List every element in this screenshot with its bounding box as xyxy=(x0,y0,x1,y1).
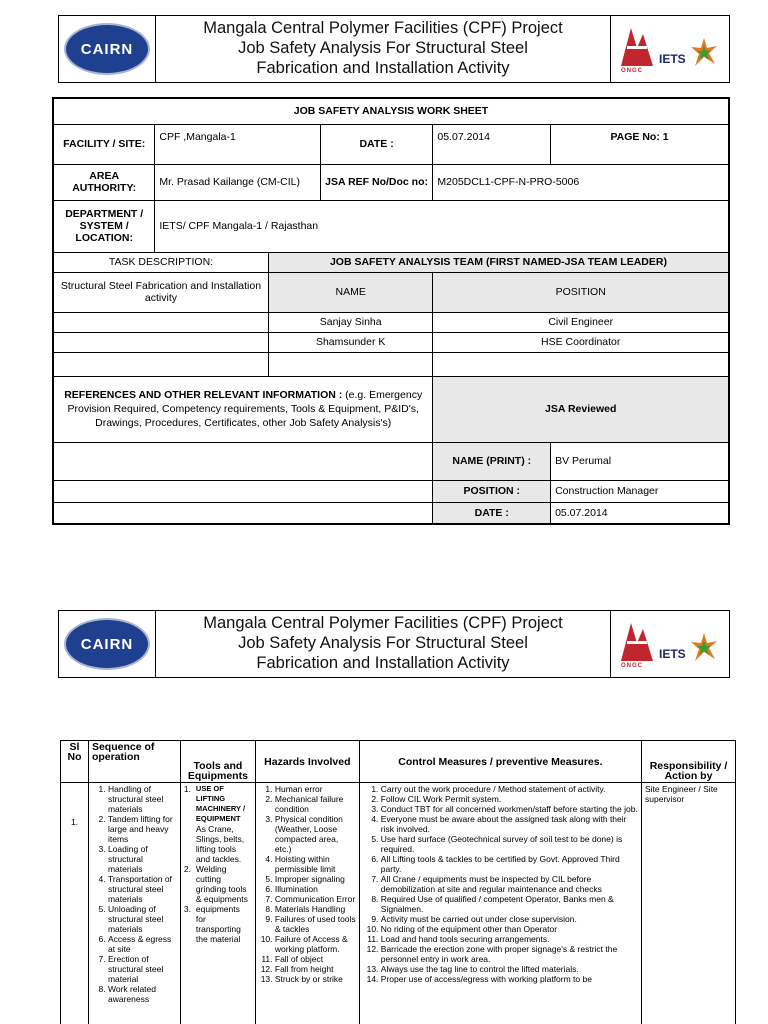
hazard-item: 9. Failures of used tools & tackles xyxy=(275,914,356,934)
iets-star-icon xyxy=(691,633,717,663)
sequence-item: 4. Transportation of structural steel materials xyxy=(108,874,177,904)
control-item: 2. Follow CIL Work Permit system. xyxy=(381,794,638,804)
control-item: 4. Everyone must be aware about the assigned task along with their risk involved. xyxy=(381,814,638,834)
cairn-logo-text: CAIRN xyxy=(80,40,134,58)
tools-item xyxy=(184,864,252,904)
tools-item-number: 1. xyxy=(183,784,191,794)
date-label: DATE : xyxy=(320,124,433,164)
hazard-item: 4. Hoisting within permissible limit xyxy=(275,854,356,874)
controls-cell xyxy=(359,783,641,1024)
hazard-item: 8. Materials Handling xyxy=(275,904,356,914)
team-name-header: NAME xyxy=(268,272,432,312)
task-description-value: Structural Steel Fabrication and Installation activity xyxy=(53,272,268,312)
worksheet-title: JOB SAFETY ANALYSIS WORK SHEET xyxy=(53,98,729,124)
tools-item-number: 3. xyxy=(183,904,191,914)
hazard-item: 10. Failure of Access & working platform. xyxy=(275,934,356,954)
date-value: 05.07.2014 xyxy=(433,124,551,164)
control-item: 10. No riding of the equipment other than Operator xyxy=(381,924,638,934)
hazard-item: 2. Mechanical failure condition xyxy=(275,794,356,814)
hazards-cell xyxy=(255,783,359,1024)
facility-value: CPF ,Mangala-1 xyxy=(155,124,320,164)
team-member-position: HSE Coordinator xyxy=(433,332,729,352)
tools-item-text: equipments for transporting the material xyxy=(195,904,241,944)
hazard-item: 13. Struck by or strike xyxy=(275,974,356,984)
hazard-item: 5. Improper signaling xyxy=(275,874,356,884)
document-title xyxy=(156,611,611,677)
cairn-logo-cell xyxy=(59,611,156,677)
title-line-1: Mangala Central Polymer Facilities (CPF) Project xyxy=(203,614,563,632)
control-item: 5. Use hard surface (Geotechnical survey of soil test to be done) is required. xyxy=(381,834,638,854)
jsa-reviewed-label: JSA Reviewed xyxy=(433,376,729,442)
tools-item-number: 2. xyxy=(183,864,191,874)
title-line-3: Fabrication and Installation Activity xyxy=(256,59,510,77)
reviewer-blank-cell xyxy=(53,480,433,502)
jsa-team-label: JOB SAFETY ANALYSIS TEAM (FIRST NAMED-JSA TEAM LEADER) xyxy=(268,252,729,272)
cairn-logo-cell xyxy=(59,16,156,82)
references-heading: REFERENCES AND OTHER RELEVANT INFORMATION : xyxy=(64,389,343,401)
team-blank-cell xyxy=(268,352,432,376)
hazard-item: 1. Human error xyxy=(275,784,356,794)
team-member-position: Civil Engineer xyxy=(433,312,729,332)
position-value: Construction Manager xyxy=(551,480,729,502)
document-header-page-2 xyxy=(58,610,730,678)
department-value: IETS/ CPF Mangala-1 / Rajasthan xyxy=(155,200,729,252)
reviewer-blank-cell xyxy=(53,502,433,524)
facility-label: FACILITY / SITE: xyxy=(53,124,155,164)
document-title xyxy=(156,16,611,82)
tools-item xyxy=(184,904,252,944)
hazards-list xyxy=(259,784,356,984)
sequence-cell xyxy=(88,783,180,1024)
responsibility-cell: Site Engineer / Site supervisor xyxy=(642,783,736,1024)
tools-item-text: As Crane, Slings, belts, lifting tools and tackles. xyxy=(195,824,245,864)
sequence-item: 7. Erection of structural steel material xyxy=(108,954,177,984)
jsa-detail-table xyxy=(60,740,736,1024)
title-line-1: Mangala Central Polymer Facilities (CPF) Project xyxy=(203,19,563,37)
team-member-name: Sanjay Sinha xyxy=(268,312,432,332)
cairn-logo xyxy=(64,618,150,670)
title-line-2: Job Safety Analysis For Structural Steel xyxy=(238,634,528,652)
hazards-header: Hazards Involved xyxy=(255,741,359,783)
jsa-ref-value: M205DCL1-CPF-N-PRO-5006 xyxy=(433,164,729,200)
hazard-item: 6. Illumination xyxy=(275,884,356,894)
control-item: 1. Carry out the work procedure / Method statement of activity. xyxy=(381,784,638,794)
task-blank-cell xyxy=(53,312,268,332)
iets-star-icon xyxy=(691,38,717,68)
control-item: 14. Proper use of access/egress with working platform to be xyxy=(381,974,638,984)
jsa-worksheet-table xyxy=(52,97,730,525)
team-member-name: Shamsunder K xyxy=(268,332,432,352)
hazard-item: 7. Communication Error xyxy=(275,894,356,904)
hazard-item: 12. Fall from height xyxy=(275,964,356,974)
tools-header: Tools and Equipments xyxy=(180,741,255,783)
controls-list xyxy=(363,784,638,984)
sl-no-header: Sl No xyxy=(61,741,89,783)
controls-header: Control Measures / preventive Measures. xyxy=(359,741,641,783)
sequence-list xyxy=(92,784,177,1004)
control-item: 7. All Crane / equipments must be inspected by CIL before demobilization at site and regular maintenance and checks xyxy=(381,874,638,894)
area-authority-value: Mr. Prasad Kailange (CM-CIL) xyxy=(155,164,320,200)
iets-logo-cell xyxy=(611,16,729,82)
tools-item xyxy=(184,784,252,864)
name-print-label: NAME (PRINT) : xyxy=(433,442,551,480)
reviewer-blank-cell xyxy=(53,442,433,480)
task-blank-cell xyxy=(53,352,268,376)
sl-no-cell: 1. xyxy=(61,783,89,1024)
control-item: 8. Required Use of qualified / competent Operator, Banks men & Signalmen. xyxy=(381,894,638,914)
ongc-logo-icon xyxy=(617,619,657,667)
control-item: 6. All Lifting tools & tackles to be certified by Govt. Approved Third party. xyxy=(381,854,638,874)
tools-cell xyxy=(180,783,255,1024)
page-number: PAGE No: 1 xyxy=(551,124,729,164)
ongc-logo-text: ONGC xyxy=(621,68,643,74)
task-description-label: TASK DESCRIPTION: xyxy=(53,252,268,272)
sequence-item: 6. Access & egress at site xyxy=(108,934,177,954)
position-label: POSITION : xyxy=(433,480,551,502)
iets-logo-cell xyxy=(611,611,729,677)
hazard-item: 11. Fall of object xyxy=(275,954,356,964)
control-item: 11. Load and hand tools securing arrangements. xyxy=(381,934,638,944)
cairn-logo-text: CAIRN xyxy=(80,635,134,653)
sequence-item: 2. Tandem lifting for large and heavy items xyxy=(108,814,177,844)
control-item: 9. Activity must be carried out under close supervision. xyxy=(381,914,638,924)
area-authority-label: AREA AUTHORITY: xyxy=(53,164,155,200)
sequence-item: 5. Unloading of structural steel materials xyxy=(108,904,177,934)
hazard-item: 3. Physical condition (Weather, Loose compacted area, etc.) xyxy=(275,814,356,854)
cairn-logo xyxy=(64,23,150,75)
sequence-item: 8. Work related awareness xyxy=(108,984,177,1004)
sequence-item: 1. Handling of structural steel materials xyxy=(108,784,177,814)
ongc-logo-icon xyxy=(617,24,657,72)
control-item: 13. Always use the tag line to control the lifted materials. xyxy=(381,964,638,974)
title-line-3: Fabrication and Installation Activity xyxy=(256,654,510,672)
date-label-2: DATE : xyxy=(433,502,551,524)
responsibility-header: Responsibility / Action by xyxy=(642,741,736,783)
ongc-logo-text: ONGC xyxy=(621,663,643,669)
control-item: 3. Conduct TBT for all concerned workmen/staff before starting the job. xyxy=(381,804,638,814)
references-text: (e.g. Emergency Provision Required, Competency requirements, Tools & Equipment, P&ID's, Drawings, Procedures, Certificates, other Job Safety Analysis's) xyxy=(67,389,423,429)
name-print-value: BV Perumal xyxy=(551,442,729,480)
control-item: 12. Barricade the erection zone with proper signage's & restrict the personnel entry in work area. xyxy=(381,944,638,964)
sequence-header: Sequence of operation xyxy=(88,741,180,783)
references-info xyxy=(53,376,433,442)
title-line-2: Job Safety Analysis For Structural Steel xyxy=(238,39,528,57)
tools-item-text: Welding cutting grinding tools & equipments xyxy=(195,864,248,904)
team-position-header: POSITION xyxy=(433,272,729,312)
jsa-ref-label: JSA REF No/Doc no: xyxy=(320,164,433,200)
date-value-2: 05.07.2014 xyxy=(551,502,729,524)
department-label: DEPARTMENT / SYSTEM / LOCATION: xyxy=(53,200,155,252)
iets-logo-text: IETS xyxy=(659,647,686,661)
tools-item-caps: USE OF LIFTING MACHINERY / EQUIPMENT xyxy=(195,784,246,823)
team-blank-cell xyxy=(433,352,729,376)
document-header xyxy=(58,15,730,83)
iets-logo-text: IETS xyxy=(659,52,686,66)
sequence-item: 3. Loading of structural materials xyxy=(108,844,177,874)
task-blank-cell xyxy=(53,332,268,352)
